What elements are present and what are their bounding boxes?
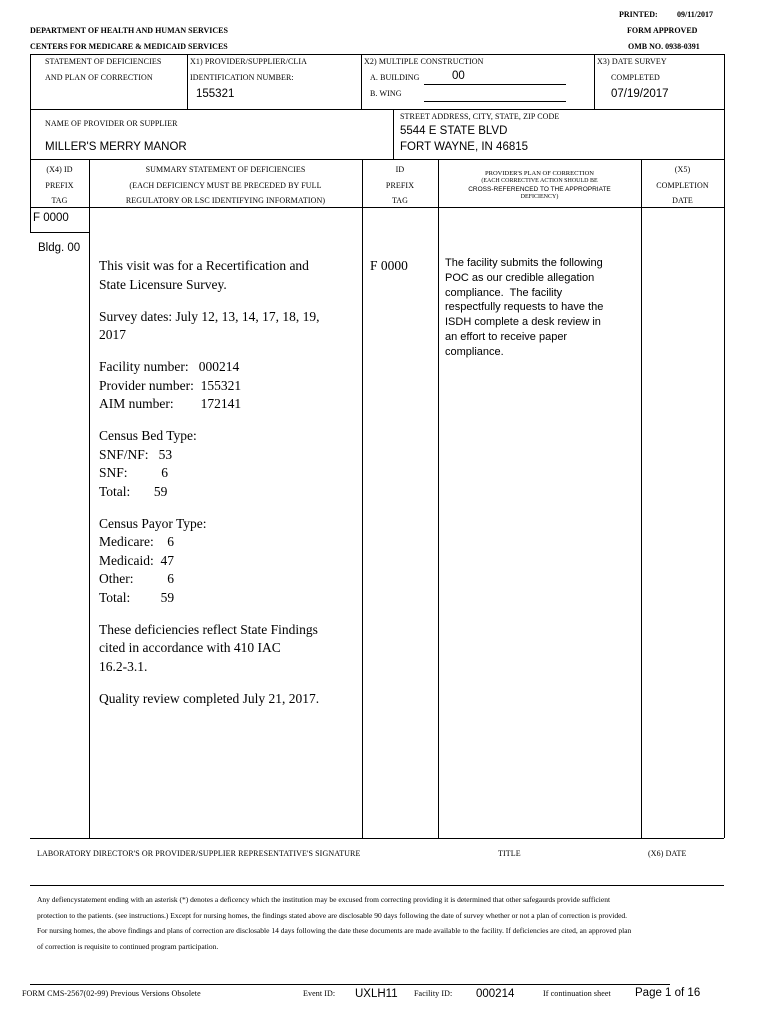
summary-line xyxy=(99,501,320,515)
form-approved: FORM APPROVED xyxy=(627,26,698,35)
x1-sublabel: IDENTIFICATION NUMBER: xyxy=(190,73,294,82)
x3-label: X3) DATE SURVEY xyxy=(597,57,667,66)
form-number: FORM CMS-2567(02-99) Previous Versions Obsolete xyxy=(22,989,201,998)
rule xyxy=(30,232,89,233)
summary-line: 2017 xyxy=(99,327,126,342)
wing-underline xyxy=(424,101,566,102)
building-value: 00 xyxy=(452,70,465,82)
rule xyxy=(724,54,725,838)
poc-line: compliance. The facility xyxy=(445,286,563,299)
summary-header-1: SUMMARY STATEMENT OF DEFICIENCIES xyxy=(145,165,306,174)
poc-line: ISDH complete a desk review in xyxy=(445,316,601,329)
summary-line: Census Payor Type: xyxy=(99,515,207,531)
rule xyxy=(30,885,724,886)
rule xyxy=(89,160,90,838)
rule xyxy=(438,160,439,838)
poc-line: an effort to receive paper xyxy=(445,330,568,343)
city-state-zip: FORT WAYNE, IN 46815 xyxy=(400,141,529,153)
continuation-label: If continuation sheet xyxy=(543,989,611,998)
plan-header-1: PROVIDER'S PLAN OF CORRECTION xyxy=(485,170,594,177)
department-title: DEPARTMENT OF HEALTH AND HUMAN SERVICES xyxy=(30,26,228,35)
rule xyxy=(30,984,670,985)
title-label: TITLE xyxy=(498,849,521,858)
street-address: 5544 E STATE BLVD xyxy=(400,125,508,137)
summary-line: SNF/NF: 53 xyxy=(99,446,173,462)
building-underline xyxy=(424,84,566,85)
x2-label: X2) MULTIPLE CONSTRUCTION xyxy=(364,57,484,66)
summary-line: Total: 59 xyxy=(99,589,175,605)
building-label: A. BUILDING xyxy=(370,73,420,82)
signature-label: LABORATORY DIRECTOR'S OR PROVIDER/SUPPLIER REPRESENTATIVE'S SIGNATURE xyxy=(37,849,361,858)
plan-of-correction xyxy=(445,256,603,360)
date-header: DATE xyxy=(672,196,693,205)
deficiency-summary xyxy=(99,257,320,708)
facility-id-label: Facility ID: xyxy=(414,989,453,998)
plan-header-4: DEFICIENCY) xyxy=(520,194,559,200)
printed-label: PRINTED: xyxy=(619,10,658,19)
summary-line: SNF: 6 xyxy=(99,465,169,480)
summary-line xyxy=(99,345,320,359)
facility-id-value: 000214 xyxy=(476,988,515,1000)
poc-line: POC as our credible allegation xyxy=(445,271,595,284)
summary-line: AIM number: 172141 xyxy=(99,396,242,411)
poc-line: The facility submits the following xyxy=(445,257,603,269)
completion-header: COMPLETION xyxy=(656,181,709,190)
omb-number: OMB NO. 0938-0391 xyxy=(628,42,700,51)
right-tag: F 0000 xyxy=(370,258,408,273)
summary-line: These deficiencies reflect State Findings xyxy=(99,621,318,637)
rule xyxy=(30,54,31,110)
rule xyxy=(187,54,188,110)
plan-header-2: (EACH CORRECTIVE ACTION SHOULD BE xyxy=(481,178,598,184)
rule xyxy=(30,109,724,110)
summary-line: cited in accordance with 410 IAC xyxy=(99,640,281,655)
rule xyxy=(594,54,595,110)
disclaimer-text: Any defiencystatement ending with an asterisk (*) denotes a deficency which the institution may be excused from correcting providing it is determined that other safegaurds provide sufficient protection to the patients. (see instructions.) Except for nursing homes, the findings stated above are disclosable 90 days following the date of survey whether or not a plan of correction is provided. For nursing homes, the above findings and plans of correction are disclosable 14 days following the date these documents are made available to the facility. If deficiencies are cited, an approved plan of correction is requisite to continued program participation. xyxy=(37,895,632,951)
page-number: Page 1 of 16 xyxy=(635,987,701,999)
event-id-label: Event ID: xyxy=(303,989,336,998)
building-tag: Bldg. 00 xyxy=(38,242,81,254)
prefix-header: PREFIX xyxy=(385,181,415,190)
x6-date-label: (X6) DATE xyxy=(648,849,687,858)
summary-line: 16.2-3.1. xyxy=(99,658,148,674)
summary-line: Quality review completed July 21, 2017. xyxy=(99,690,320,706)
summary-header-3: REGULATORY OR LSC IDENTIFYING INFORMATION) xyxy=(125,196,326,205)
left-tag: F 0000 xyxy=(33,212,69,224)
x3-sublabel: COMPLETED xyxy=(611,73,660,82)
rule xyxy=(641,160,642,838)
rule xyxy=(30,838,724,839)
rule xyxy=(30,208,31,233)
rule xyxy=(30,159,724,160)
summary-line: Total: 59 xyxy=(99,483,168,499)
poc-line: respectfully requests to have the xyxy=(445,301,604,314)
summary-line: State Licensure Survey. xyxy=(99,276,227,292)
rule xyxy=(30,207,724,208)
survey-completed-date: 07/19/2017 xyxy=(611,88,669,100)
summary-line: Provider number: 155321 xyxy=(99,377,242,393)
provider-name-value: MILLER'S MERRY MANOR xyxy=(45,141,187,153)
summary-line: Facility number: 000214 xyxy=(99,359,240,374)
centers-title: CENTERS FOR MEDICARE & MEDICAID SERVICES xyxy=(30,42,228,51)
summary-line xyxy=(99,294,320,308)
summary-line xyxy=(99,607,320,621)
plan-header-3: CROSS-REFERENCED TO THE APPROPRIATE xyxy=(468,186,611,193)
x1-label: X1) PROVIDER/SUPPLIER/CLIA xyxy=(190,57,308,66)
rule xyxy=(30,54,724,55)
summary-line: Survey dates: July 12, 13, 14, 17, 18, 19, xyxy=(99,308,320,324)
printed-date: 09/11/2017 xyxy=(677,10,714,19)
poc-line: compliance. xyxy=(445,345,504,358)
wing-label: B. WING xyxy=(370,89,402,98)
tag-header: TAG xyxy=(391,196,409,205)
statement-label: STATEMENT OF DEFICIENCIES xyxy=(45,57,162,66)
provider-id-value: 155321 xyxy=(196,88,235,100)
summary-line: Other: 6 xyxy=(99,571,174,586)
rule xyxy=(362,160,363,838)
provider-name-label: NAME OF PROVIDER OR SUPPLIER xyxy=(45,119,178,128)
summary-line: Census Bed Type: xyxy=(99,428,197,443)
rule xyxy=(361,54,362,110)
x5-header: (X5) xyxy=(674,165,691,174)
summary-line: Medicare: 6 xyxy=(99,534,174,549)
address-label: STREET ADDRESS, CITY, STATE, ZIP CODE xyxy=(400,112,560,121)
rule xyxy=(393,110,394,160)
x4-tag-header: TAG xyxy=(51,196,68,205)
x4-prefix-header: PREFIX xyxy=(45,181,74,190)
event-id-value: UXLH11 xyxy=(355,988,398,1000)
summary-header-2: (EACH DEFICIENCY MUST BE PRECEDED BY FULL xyxy=(129,181,322,190)
plan-label: AND PLAN OF CORRECTION xyxy=(45,73,153,82)
summary-line: This visit was for a Recertification and xyxy=(99,258,309,273)
summary-line xyxy=(99,676,320,690)
summary-line xyxy=(99,414,320,428)
id-header: ID xyxy=(395,165,405,174)
rule xyxy=(30,110,31,160)
summary-line: Medicaid: 47 xyxy=(99,552,174,568)
x4-id-header: (X4) ID xyxy=(46,165,73,174)
